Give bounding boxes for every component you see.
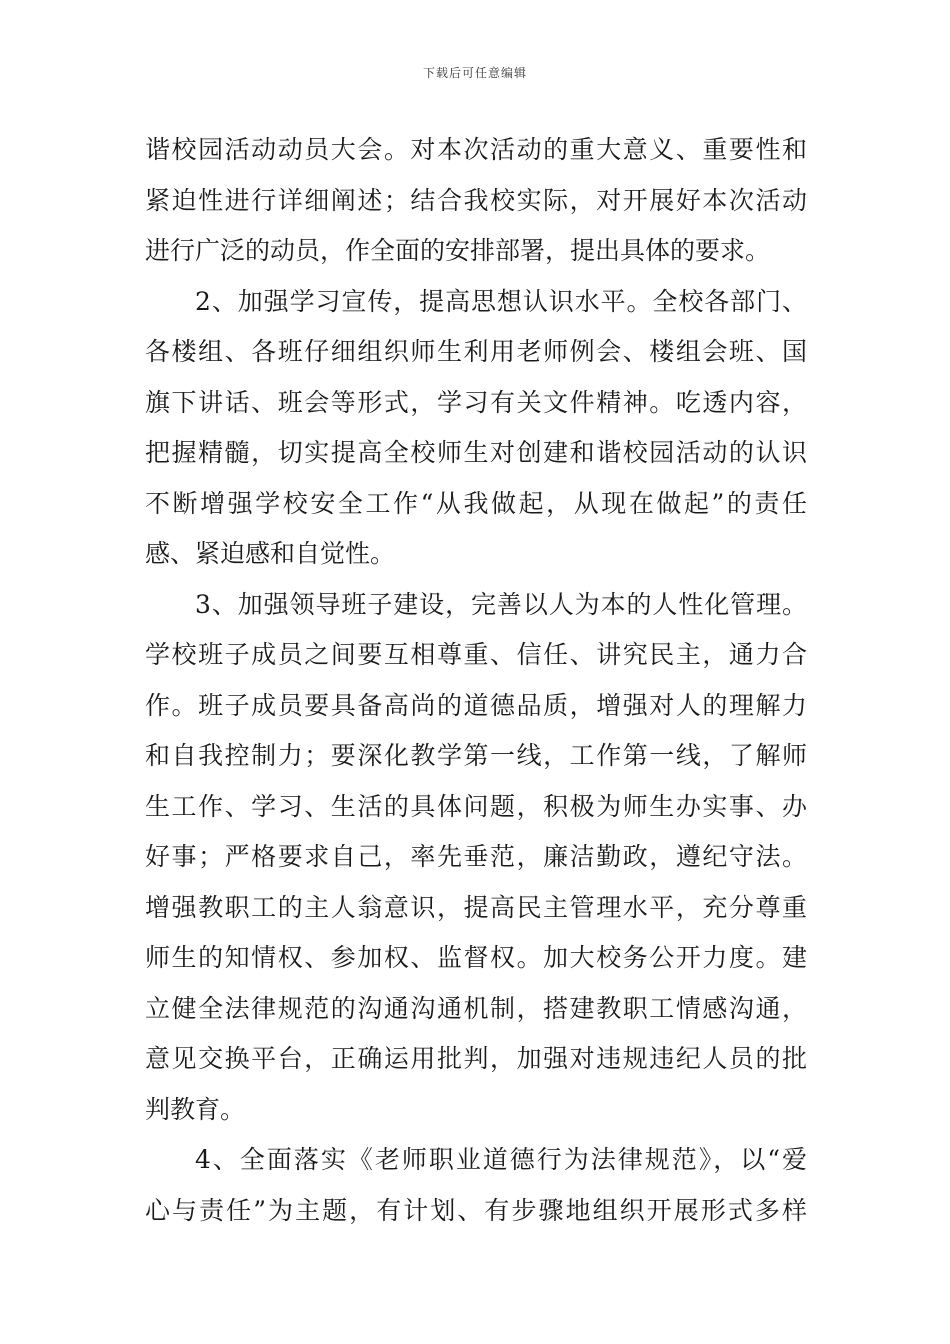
- document-body: [145, 125, 807, 1236]
- text-line: 生工作、学习、生活的具体问题，积极为师生办实事、办: [145, 791, 807, 821]
- text-line: 进行广泛的动员，作全面的安排部署，提出具体的要求。: [145, 236, 771, 265]
- text-line: 好事；严格要求自己，率先垂范，廉洁勤政，遵纪守法。: [145, 842, 807, 871]
- text-line: 师生的知情权、参加权、监督权。加大校务公开力度。建: [145, 943, 807, 972]
- text-line: 4、全面落实《老师职业道德行为法律规范》，以“爱: [195, 1145, 807, 1174]
- text-line: 和自我控制力；要深化教学第一线，工作第一线，了解师: [145, 741, 807, 770]
- text-line: 谐校园活动动员大会。对本次活动的重大意义、重要性和: [145, 135, 807, 164]
- page-header: 下载后可任意编辑: [422, 66, 527, 80]
- text-line: 立健全法律规范的沟通沟通机制，搭建教职工情感沟通，: [145, 993, 807, 1023]
- text-line: 旗下讲话、班会等形式，学习有关文件精神。吃透内容，: [145, 387, 807, 417]
- text-line: 紧迫性进行详细阐述；结合我校实际，对开展好本次活动: [145, 185, 807, 215]
- text-line: 判教育。: [145, 1094, 246, 1124]
- text-line: 意见交换平台，正确运用批判，加强对违规违纪人员的批: [145, 1044, 807, 1073]
- text-line: 各楼组、各班仔细组织师生利用老师例会、楼组会班、国: [145, 337, 807, 366]
- text-line: 3、加强领导班子建设，完善以人为本的人性化管理。: [195, 589, 807, 619]
- text-line: 感、紧迫感和自觉性。: [145, 539, 396, 568]
- text-line: 增强教职工的主人翁意识，提高民主管理水平，充分尊重: [145, 892, 807, 922]
- text-line: 把握精髓，切实提高全校师生对创建和谐校园活动的认识: [145, 438, 807, 467]
- text-line: 2、加强学习宣传，提高思想认识水平。全校各部门、: [195, 286, 807, 316]
- text-line: 心与责任”为主题，有计划、有步骤地组织开展形式多样: [145, 1195, 807, 1225]
- text-line: 学校班子成员之间要互相尊重、信任、讲究民主，通力合: [145, 640, 807, 669]
- text-line: 不断增强学校安全工作“从我做起，从现在做起”的责任: [145, 488, 807, 518]
- text-line: 作。班子成员要具备高尚的道德品质，增强对人的理解力: [145, 690, 807, 720]
